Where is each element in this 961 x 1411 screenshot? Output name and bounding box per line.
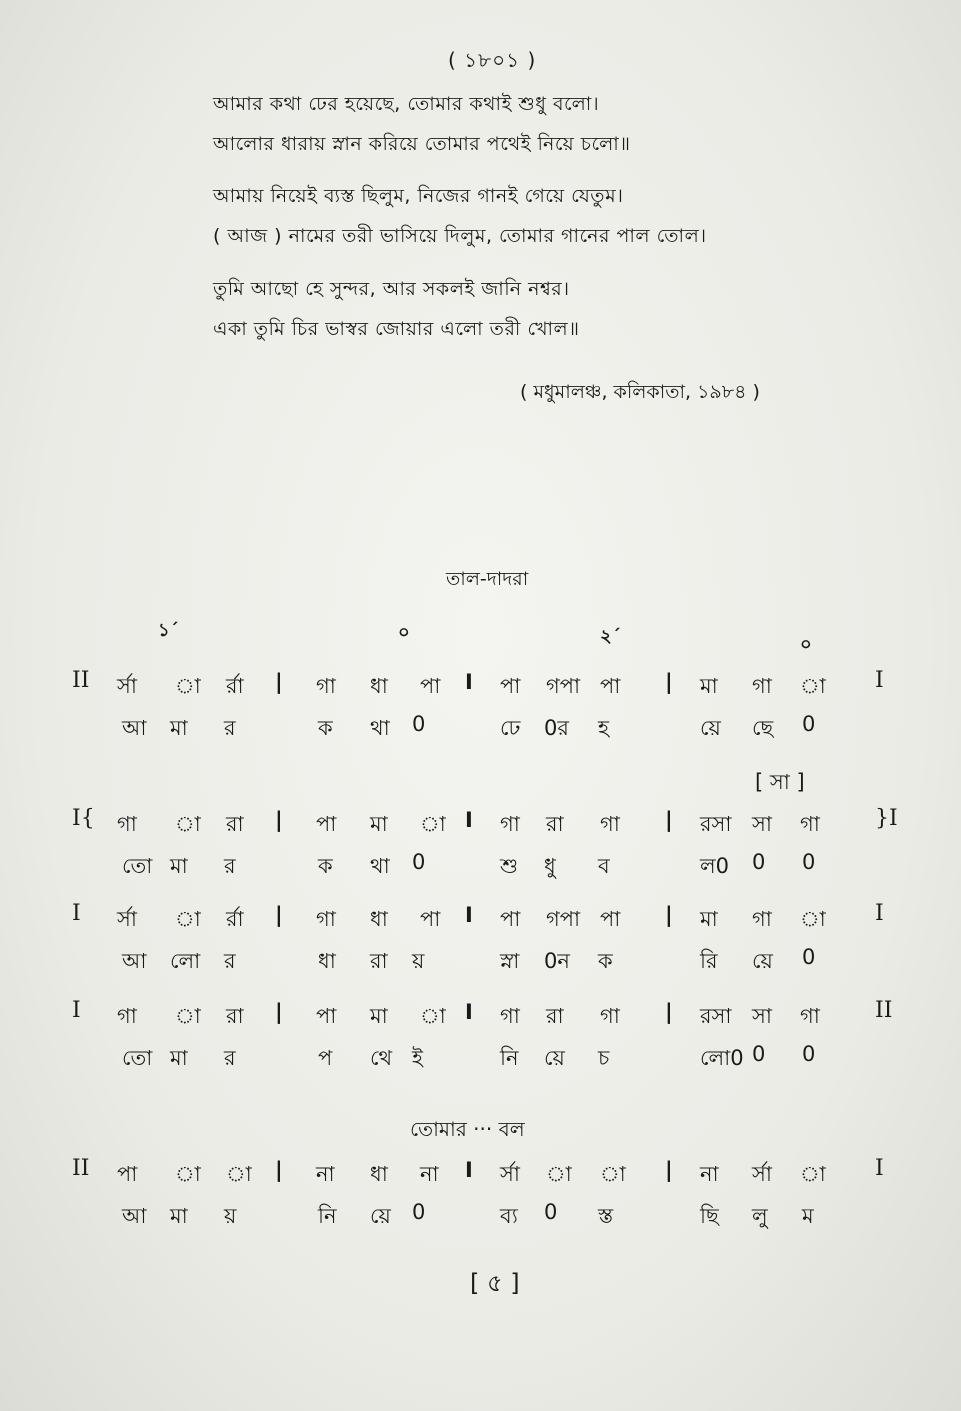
- lyric-syllable: ঢে: [500, 716, 521, 740]
- note-cell: পা: [500, 674, 521, 698]
- beat-divider: |: [275, 808, 283, 832]
- lyric-syllable: তো: [122, 854, 153, 878]
- row-start-mark: I{: [72, 806, 95, 831]
- poem-line-1: আমার কথা ঢের হয়েছে, তোমার কথাই শুধু বলো।: [213, 93, 600, 115]
- lyric-syllable: ছি: [700, 1204, 719, 1228]
- lyric-syllable: লু: [752, 1204, 768, 1228]
- lyric-syllable: য়ে: [544, 1046, 565, 1070]
- lyric-syllable: প: [318, 1046, 333, 1070]
- lyric-syllable: ল0: [700, 854, 730, 878]
- beat-divider: |: [275, 1158, 283, 1182]
- note-cell: না: [420, 1162, 439, 1186]
- beat-divider: |: [665, 1158, 673, 1182]
- lyric-syllable: মা: [170, 1046, 188, 1070]
- lyric-syllable: রি: [700, 949, 718, 973]
- note-cell: গপা: [546, 674, 581, 698]
- lyric-syllable: ক: [318, 854, 333, 878]
- poem-line-3: আমায় নিয়েই ব্যস্ত ছিলুম, নিজের গানই গেয়ে যেতুম।: [213, 185, 624, 207]
- note-cell: ধা: [370, 674, 388, 698]
- note-cell: গপা: [546, 907, 581, 931]
- lyric-syllable: য়ে: [700, 716, 721, 740]
- note-cell: রা: [226, 1004, 244, 1028]
- lyric-syllable: র: [224, 716, 236, 740]
- lyric-syllable: লো0: [700, 1046, 744, 1070]
- poem-line-4: ( আজ ) নামের তরী ভাসিয়ে দিলুম, তোমার গানের পাল তোল।: [213, 225, 707, 247]
- note-cell: গা: [316, 907, 336, 931]
- lyric-syllable: আ: [122, 716, 147, 740]
- poem-line-5: তুমি আছো হে সুন্দর, আর সকলই জানি নশ্বর।: [213, 278, 570, 300]
- note-cell: পা: [500, 907, 521, 931]
- beat-divider: |: [665, 808, 673, 832]
- note-cell: রা: [226, 812, 244, 836]
- lyric-syllable: তো: [122, 1046, 153, 1070]
- note-cell: সা: [752, 1004, 772, 1028]
- lyric-syllable: য়ে: [752, 949, 773, 973]
- lyric-syllable: ক: [318, 716, 333, 740]
- lyric-syllable: য়: [412, 949, 425, 973]
- beat-divider-major: I: [465, 808, 473, 832]
- note-cell: পা: [316, 1004, 337, 1028]
- note-cell: ধা: [370, 1162, 388, 1186]
- beat-divider: |: [275, 670, 283, 694]
- source-citation: ( মধুমালঞ্চ, কলিকাতা, ১৯৮৪ ): [520, 381, 760, 403]
- row-start-mark: II: [72, 668, 90, 693]
- row-start-mark: I: [72, 998, 81, 1023]
- beat-divider: |: [665, 1000, 673, 1024]
- note-cell: পা: [600, 907, 621, 931]
- note-cell: গা: [800, 1004, 820, 1028]
- lyric-syllable: ম: [802, 1204, 814, 1228]
- note-cell: া: [175, 1162, 201, 1186]
- lyric-syllable: মা: [170, 716, 188, 740]
- lyric-syllable: ই: [412, 1046, 423, 1070]
- note-cell: র্রা: [226, 674, 244, 698]
- poem-line-6: একা তুমি চির ভাস্বর জোয়ার এলো তরী খোল॥: [213, 318, 580, 340]
- note-cell: গা: [500, 1004, 520, 1028]
- note-cell: মা: [370, 1004, 388, 1028]
- note-cell: া: [226, 1162, 252, 1186]
- note-cell: পা: [420, 907, 441, 931]
- note-cell: মা: [700, 674, 718, 698]
- note-cell: গা: [600, 1004, 620, 1028]
- lyric-syllable: মা: [170, 1204, 188, 1228]
- lyric-syllable: ব্য: [500, 1204, 518, 1228]
- note-cell: গা: [752, 907, 772, 931]
- note-cell: গা: [117, 1004, 137, 1028]
- lyric-syllable: স্না: [500, 949, 520, 973]
- note-cell: গা: [316, 674, 336, 698]
- beat-marker-4: ০: [800, 634, 812, 655]
- lyric-syllable: 0: [802, 850, 816, 874]
- lyric-syllable: য়: [224, 1204, 237, 1228]
- lyric-syllable: চ: [598, 1046, 610, 1070]
- lyric-syllable: স্ত: [598, 1204, 614, 1228]
- lyric-syllable: 0ন: [544, 949, 570, 973]
- lyric-syllable: 0: [544, 1200, 558, 1224]
- lyric-syllable: থা: [370, 854, 390, 878]
- lyric-syllable: আ: [122, 949, 147, 973]
- note-cell: গা: [500, 812, 520, 836]
- lyric-syllable: 0: [412, 1200, 426, 1224]
- lyric-syllable: নি: [500, 1046, 519, 1070]
- beat-divider-major: I: [465, 1000, 473, 1024]
- note-cell: গা: [600, 812, 620, 836]
- note-cell: র্রা: [226, 907, 244, 931]
- lyric-syllable: র: [224, 854, 236, 878]
- row-end-mark: I: [875, 1156, 884, 1181]
- beat-divider: |: [275, 903, 283, 927]
- note-cell: গা: [800, 812, 820, 836]
- lyric-syllable: 0: [412, 712, 426, 736]
- note-cell: র্সা: [752, 1162, 772, 1186]
- lyric-syllable: আ: [122, 1204, 147, 1228]
- note-cell: না: [700, 1162, 719, 1186]
- lyric-syllable: 0: [802, 712, 816, 736]
- lyric-syllable: ধা: [318, 949, 336, 973]
- beat-divider-major: I: [465, 1158, 473, 1182]
- lyric-syllable: ছে: [752, 716, 774, 740]
- row-end-mark: I: [875, 901, 884, 926]
- page-footer: [ ৫ ]: [470, 1269, 520, 1297]
- note-cell: পা: [117, 1162, 138, 1186]
- lyric-syllable: হ: [598, 716, 610, 740]
- lyric-syllable: য়ে: [370, 1204, 391, 1228]
- beat-divider: |: [665, 903, 673, 927]
- lyric-syllable: 0র: [544, 716, 569, 740]
- row-end-mark: }I: [875, 806, 898, 831]
- lyric-syllable: 0: [752, 1042, 766, 1066]
- note-cell: া: [600, 1162, 626, 1186]
- page-number-header: ( ১৮০১ ): [448, 48, 537, 72]
- beat-marker-1: ১´: [158, 620, 179, 641]
- poem-line-2: আলোর ধারায় স্নান করিয়ে তোমার পথেই নিয়ে চলো॥: [213, 133, 631, 155]
- lyric-syllable: 0: [802, 1042, 816, 1066]
- lyric-syllable: 0: [412, 850, 426, 874]
- note-cell: া: [175, 1004, 201, 1028]
- note-cell: া: [800, 1162, 826, 1186]
- lyric-syllable: ব: [598, 854, 610, 878]
- beat-divider-major: I: [465, 670, 473, 694]
- note-cell: সা: [752, 812, 772, 836]
- beat-marker-3: ২´: [600, 626, 621, 647]
- lyric-syllable: র: [224, 949, 236, 973]
- alternate-note-bracket: [ সা ]: [755, 770, 805, 794]
- section-label: তোমার ··· বল: [410, 1117, 525, 1141]
- note-cell: রা: [546, 812, 564, 836]
- row-end-mark: I: [875, 668, 884, 693]
- lyric-syllable: নি: [318, 1204, 337, 1228]
- beat-divider-major: I: [465, 903, 473, 927]
- note-cell: পা: [420, 674, 441, 698]
- tal-label: তাল-দাদরা: [446, 568, 529, 590]
- note-cell: মা: [700, 907, 718, 931]
- note-cell: গা: [752, 674, 772, 698]
- beat-marker-2: ০: [398, 622, 410, 643]
- note-cell: রা: [546, 1004, 564, 1028]
- note-cell: া: [800, 907, 826, 931]
- lyric-syllable: শু: [500, 854, 519, 878]
- note-cell: া: [175, 812, 201, 836]
- lyric-syllable: থা: [370, 716, 390, 740]
- lyric-syllable: মা: [170, 854, 188, 878]
- row-end-mark: II: [875, 998, 893, 1023]
- row-start-mark: II: [72, 1156, 90, 1181]
- note-cell: া: [420, 812, 446, 836]
- lyric-syllable: 0: [802, 945, 816, 969]
- lyric-syllable: লো: [170, 949, 201, 973]
- note-cell: া: [175, 907, 201, 931]
- note-cell: না: [316, 1162, 335, 1186]
- lyric-syllable: ক: [598, 949, 613, 973]
- lyric-syllable: ধু: [544, 854, 556, 878]
- note-cell: র্সা: [117, 674, 137, 698]
- lyric-syllable: 0: [752, 850, 766, 874]
- row-start-mark: I: [72, 901, 81, 926]
- lyric-syllable: র: [224, 1046, 236, 1070]
- note-cell: র্সা: [117, 907, 137, 931]
- note-cell: রসা: [700, 812, 732, 836]
- note-cell: পা: [600, 674, 621, 698]
- note-cell: পা: [316, 812, 337, 836]
- note-cell: মা: [370, 812, 388, 836]
- note-cell: রসা: [700, 1004, 732, 1028]
- note-cell: া: [800, 674, 826, 698]
- beat-divider: |: [275, 1000, 283, 1024]
- note-cell: া: [546, 1162, 572, 1186]
- beat-divider: |: [665, 670, 673, 694]
- note-cell: া: [175, 674, 201, 698]
- note-cell: গা: [117, 812, 137, 836]
- lyric-syllable: রা: [370, 949, 388, 973]
- note-cell: র্সা: [500, 1162, 520, 1186]
- lyric-syllable: থে: [370, 1046, 393, 1070]
- note-cell: া: [420, 1004, 446, 1028]
- note-cell: ধা: [370, 907, 388, 931]
